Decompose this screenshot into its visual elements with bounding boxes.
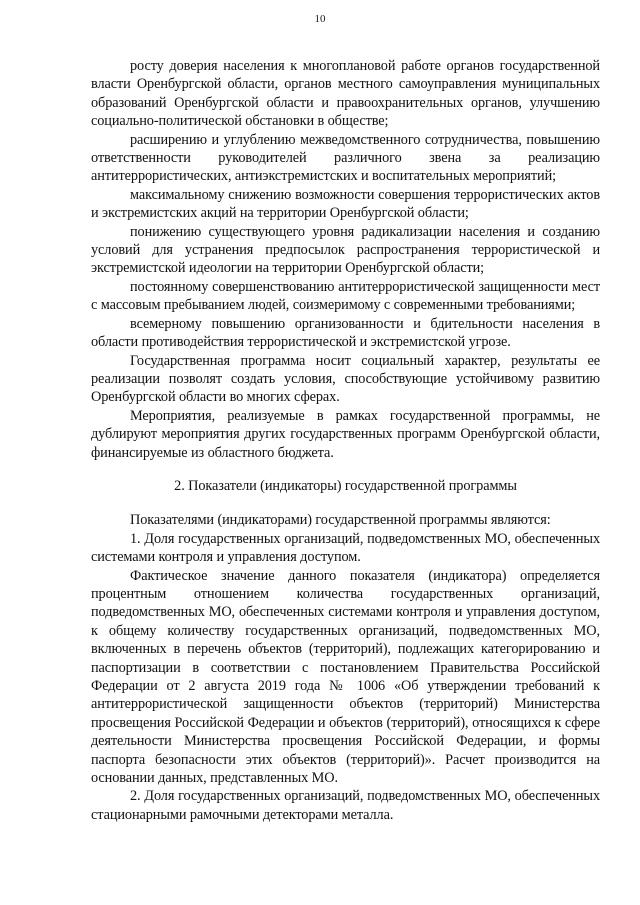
paragraph: постоянному совершенствованию антитеррористической защищенности мест с массовым пребыванием людей, соизмеримому с современными требованиями; bbox=[91, 278, 600, 314]
paragraph: 1. Доля государственных организаций, подведомственных МО, обеспеченных системами контроля и управления доступом. bbox=[91, 530, 600, 566]
paragraph: Мероприятия, реализуемые в рамках государственной программы, не дублируют мероприятия других государственных программ Оренбургской области, финансируемые из областного бюджета. bbox=[91, 407, 600, 461]
paragraph: Фактическое значение данного показателя (индикатора) определяется процентным отношением количества государственных организаций, подведомственных МО, обеспеченных системами контроля и управления доступом, к общему количеству государственных организаций, подведомственных МО, включенных в перечень объектов (территорий), подлежащих категорированию и паспортизации в соответствии с постановлением Правительства Российской Федерации от 2 августа 2019 года № 1006 «Об утверждении требований к антитеррористической защищенности объектов (территорий) Министерства просвещения Российской Федерации и объектов (территорий), относящихся к сфере деятельности Министерства просвещения Российской Федерации, и формы паспорта безопасности этих объектов (территорий)». Расчет производится на основании данных, представленных МО. bbox=[91, 567, 600, 787]
section-heading: 2. Показатели (индикаторы) государственной программы bbox=[174, 477, 517, 494]
document-body bbox=[91, 57, 600, 824]
paragraph: максимальному снижению возможности совершения террористических актов и экстремистских акций на территории Оренбургской области; bbox=[91, 186, 600, 222]
paragraph: всемерному повышению организованности и бдительности населения в области противодействия террористической и экстремистской угрозе. bbox=[91, 315, 600, 351]
paragraph: росту доверия населения к многоплановой работе органов государственной власти Оренбургской области, органов местного самоуправления муниципальных образований Оренбургской области и правоохранительных органов, улучшению социально-политической обстановки в обществе; bbox=[91, 58, 600, 130]
paragraph: Государственная программа носит социальный характер, результаты ее реализации позволят создать условия, способствующие устойчивому развитию Оренбургской области во многих сферах. bbox=[91, 352, 600, 406]
paragraph: понижению существующего уровня радикализации населения и созданию условий для устранения предпосылок распространения террористической и экстремистской идеологии на территории Оренбургской области; bbox=[91, 223, 600, 277]
page-number: 10 bbox=[314, 13, 326, 25]
paragraph: расширению и углублению межведомственного сотрудничества, повышению ответственности руководителей различного звена за реализацию антитеррористических, антиэкстремистских и воспитательных мероприятий; bbox=[91, 131, 600, 185]
paragraph: 2. Доля государственных организаций, подведомственных МО, обеспеченных стационарными рамочными детекторами металла. bbox=[91, 788, 600, 823]
paragraph: Показателями (индикаторами) государственной программы являются: bbox=[130, 512, 551, 529]
